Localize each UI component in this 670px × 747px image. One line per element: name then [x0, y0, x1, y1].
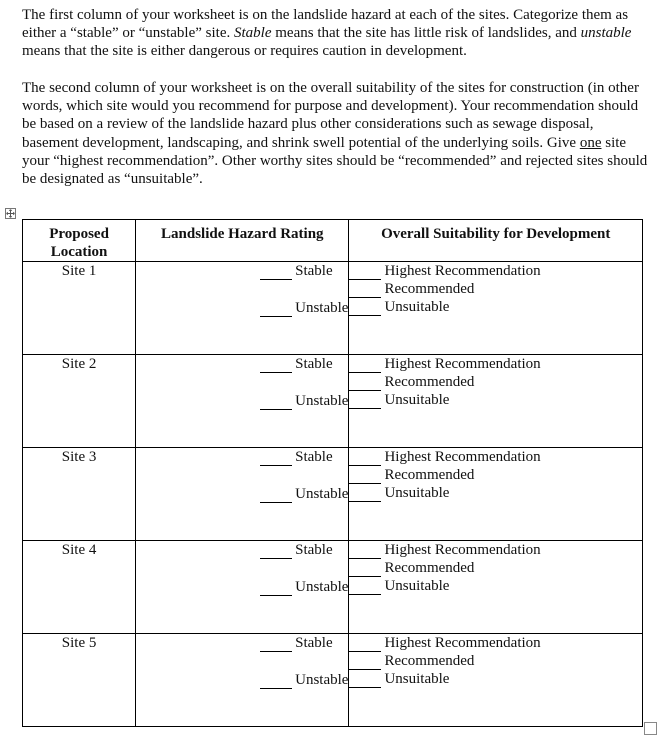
- table-move-handle-icon[interactable]: [5, 208, 16, 219]
- answer-blank[interactable]: [349, 358, 381, 373]
- site-name: Site 1: [23, 262, 136, 355]
- answer-blank[interactable]: [349, 580, 381, 595]
- instructions-paragraph-1: [22, 6, 650, 61]
- p1-text-a: The first column of your worksheet is on the landslide hazard at each of the sites. Categorize them as either a “stable” or “unstable” site.: [22, 7, 629, 42]
- hazard-option-label: Stable: [295, 542, 333, 558]
- hazard-rating-cell: [136, 541, 349, 634]
- answer-blank[interactable]: [260, 451, 292, 466]
- suitability-option-unsuitable[interactable]: [349, 298, 642, 316]
- hazard-option-label: Stable: [295, 449, 333, 465]
- suitability-option-highest[interactable]: [349, 634, 642, 652]
- suitability-option-recommended[interactable]: [349, 466, 642, 484]
- suitability-option-label: Highest Recommendation: [384, 356, 541, 372]
- hazard-rating-cell: [136, 448, 349, 541]
- suitability-option-label: Recommended: [384, 653, 475, 669]
- suitability-option-label: Recommended: [384, 560, 475, 576]
- hazard-option-label: Unstable: [295, 393, 349, 409]
- p1-text-c: means that the site is either dangerous or requires caution in development.: [22, 43, 467, 60]
- hazard-option-label: Unstable: [295, 486, 349, 502]
- hazard-rating-cell: [136, 262, 349, 355]
- p2-text-b: site your “highest recommendation”. Other worthy sites should be “recommended” and rejected sites should be designated as “unsuitable”.: [22, 134, 648, 188]
- p1-unstable-term: unstable: [580, 25, 632, 42]
- answer-blank[interactable]: [349, 544, 381, 559]
- suitability-option-label: Highest Recommendation: [384, 449, 541, 465]
- suitability-option-label: Unsuitable: [384, 392, 450, 408]
- site-name: Site 3: [23, 448, 136, 541]
- answer-blank[interactable]: [349, 451, 381, 466]
- suitability-option-highest[interactable]: [349, 355, 642, 373]
- answer-blank[interactable]: [349, 673, 381, 688]
- suitability-option-label: Unsuitable: [384, 578, 450, 594]
- site-row-4: [23, 541, 643, 634]
- answer-blank[interactable]: [349, 562, 381, 577]
- site-name: Site 4: [23, 541, 136, 634]
- answer-blank[interactable]: [349, 655, 381, 670]
- answer-blank[interactable]: [260, 488, 292, 503]
- hazard-option-label: Unstable: [295, 300, 349, 316]
- answer-blank[interactable]: [260, 637, 292, 652]
- answer-blank[interactable]: [260, 674, 292, 689]
- hazard-option-label: Stable: [295, 263, 333, 279]
- answer-blank[interactable]: [349, 487, 381, 502]
- answer-blank[interactable]: [349, 301, 381, 316]
- suitability-option-label: Recommended: [384, 467, 475, 483]
- hazard-option-label: Stable: [295, 356, 333, 372]
- answer-blank[interactable]: [349, 394, 381, 409]
- hazard-option-label: Stable: [295, 635, 333, 651]
- site-row-1: [23, 262, 643, 355]
- suitability-option-recommended[interactable]: [349, 373, 642, 391]
- p1-stable-term: Stable: [234, 25, 272, 42]
- suitability-cell: [349, 541, 643, 634]
- hazard-option-unstable[interactable]: [136, 485, 348, 503]
- suitability-option-unsuitable[interactable]: [349, 391, 642, 409]
- hazard-option-stable[interactable]: [136, 634, 348, 652]
- suitability-cell: [349, 355, 643, 448]
- answer-blank[interactable]: [349, 376, 381, 391]
- suitability-option-recommended[interactable]: [349, 559, 642, 577]
- header-row: [23, 220, 643, 262]
- answer-blank[interactable]: [260, 302, 292, 317]
- p2-one-term: one: [579, 134, 602, 151]
- header-proposed-location: Proposed Location: [23, 220, 136, 262]
- hazard-option-unstable[interactable]: [136, 578, 348, 596]
- answer-blank[interactable]: [349, 265, 381, 280]
- suitability-option-label: Highest Recommendation: [384, 263, 541, 279]
- hazard-option-unstable[interactable]: [136, 299, 348, 317]
- header-overall-suitability: Overall Suitability for Development: [349, 220, 643, 262]
- suitability-option-label: Unsuitable: [384, 485, 450, 501]
- suitability-cell: [349, 262, 643, 355]
- suitability-cell: [349, 634, 643, 727]
- site-name: Site 2: [23, 355, 136, 448]
- suitability-option-unsuitable[interactable]: [349, 577, 642, 595]
- p1-text-b: means that the site has little risk of landslides, and: [271, 25, 581, 42]
- p2-text-a: The second column of your worksheet is on the overall suitability of the sites for construction (in other words, which site would you recommend for purpose and development). Your recommendation should be based on a review of the landslide hazard plus other considerations such as sewage disposal, basement development, landscaping, and shrink swell potential of the underlying soils. Give: [22, 80, 639, 151]
- suitability-option-recommended[interactable]: [349, 652, 642, 670]
- answer-blank[interactable]: [349, 637, 381, 652]
- site-row-2: [23, 355, 643, 448]
- suitability-option-highest[interactable]: [349, 448, 642, 466]
- hazard-option-label: Unstable: [295, 672, 349, 688]
- suitability-option-label: Highest Recommendation: [384, 542, 541, 558]
- hazard-option-stable[interactable]: [136, 355, 348, 373]
- suitability-option-label: Unsuitable: [384, 299, 450, 315]
- suitability-option-label: Highest Recommendation: [384, 635, 541, 651]
- table-resize-handle[interactable]: [644, 722, 657, 735]
- suitability-option-unsuitable[interactable]: [349, 484, 642, 502]
- site-name: Site 5: [23, 634, 136, 727]
- hazard-option-stable[interactable]: [136, 448, 348, 466]
- suitability-cell: [349, 448, 643, 541]
- suitability-option-label: Recommended: [384, 281, 475, 297]
- suitability-option-highest[interactable]: [349, 541, 642, 559]
- suitability-option-highest[interactable]: [349, 262, 642, 280]
- hazard-option-stable[interactable]: [136, 262, 348, 280]
- answer-blank[interactable]: [349, 469, 381, 484]
- hazard-option-label: Unstable: [295, 579, 349, 595]
- answer-blank[interactable]: [260, 544, 292, 559]
- suitability-option-label: Recommended: [384, 374, 475, 390]
- hazard-option-unstable[interactable]: [136, 671, 348, 689]
- hazard-option-stable[interactable]: [136, 541, 348, 559]
- worksheet-table: [22, 219, 643, 727]
- hazard-option-unstable[interactable]: [136, 392, 348, 410]
- suitability-option-label: Unsuitable: [384, 671, 450, 687]
- answer-blank[interactable]: [260, 358, 292, 373]
- suitability-option-unsuitable[interactable]: [349, 670, 642, 688]
- hazard-rating-cell: [136, 355, 349, 448]
- header-landslide-hazard: Landslide Hazard Rating: [136, 220, 349, 262]
- instructions-paragraph-2: [22, 79, 650, 188]
- answer-blank[interactable]: [260, 265, 292, 280]
- suitability-option-recommended[interactable]: [349, 280, 642, 298]
- answer-blank[interactable]: [349, 283, 381, 298]
- hazard-rating-cell: [136, 634, 349, 727]
- answer-blank[interactable]: [260, 581, 292, 596]
- site-row-3: [23, 448, 643, 541]
- answer-blank[interactable]: [260, 395, 292, 410]
- site-row-5: [23, 634, 643, 727]
